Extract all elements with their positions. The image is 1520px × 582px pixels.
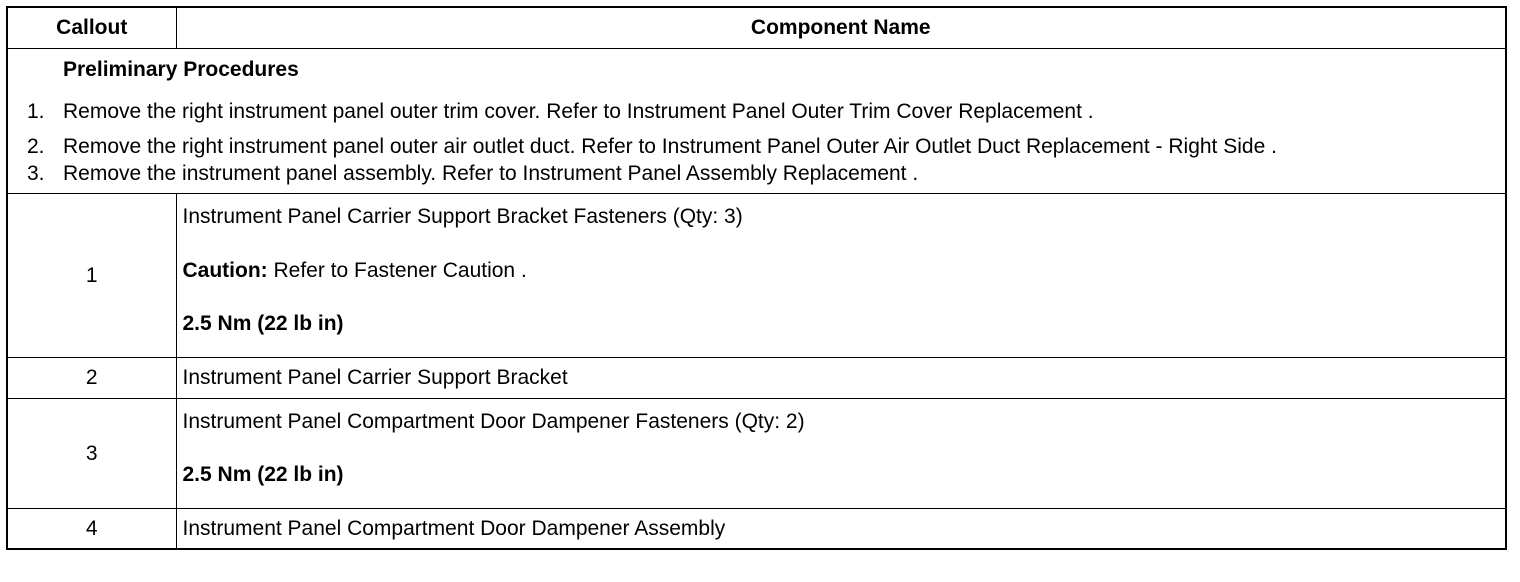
- table-row: [7, 358, 1506, 399]
- component-name: Instrument Panel Compartment Door Dampener Fasteners (Qty: 2): [182, 410, 805, 433]
- step-number: 2.: [27, 135, 45, 158]
- caution-label: Caution:: [182, 259, 268, 282]
- component-name-column-header: Component Name: [176, 7, 1506, 49]
- component-table: [6, 6, 1507, 550]
- callout-number: 4: [7, 509, 176, 550]
- preliminary-step: [8, 131, 1505, 162]
- preliminary-step: [8, 162, 1505, 186]
- callout-column-header: Callout: [7, 7, 176, 49]
- callout-number: 2: [7, 358, 176, 399]
- caution-note: [183, 259, 1500, 283]
- table-row: [7, 399, 1506, 509]
- preliminary-steps-list: [8, 100, 1505, 186]
- step-text: Remove the instrument panel assembly. Refer to Instrument Panel Assembly Replacement .: [63, 162, 919, 185]
- component-name: Instrument Panel Compartment Door Dampener Assembly: [182, 516, 726, 540]
- step-text: Remove the right instrument panel outer air outlet duct. Refer to Instrument Panel Outer Air Outlet Duct Replacement - Right Side .: [63, 135, 1277, 158]
- preliminary-procedures-row: [7, 49, 1506, 194]
- component-name: Instrument Panel Carrier Support Bracket: [182, 366, 568, 389]
- preliminary-procedures-cell: [7, 49, 1506, 194]
- table-row: [7, 194, 1506, 358]
- component-cell: [176, 358, 1506, 399]
- table-header-row: [7, 7, 1506, 49]
- callout-number: 1: [7, 194, 176, 358]
- component-cell: [176, 399, 1506, 509]
- component-name: Instrument Panel Carrier Support Bracket Fasteners (Qty: 3): [182, 205, 743, 228]
- caution-text: Refer to Fastener Caution .: [267, 259, 527, 282]
- step-text: Remove the right instrument panel outer trim cover. Refer to Instrument Panel Outer Trim Cover Replacement .: [63, 100, 1094, 123]
- step-number: 3.: [27, 162, 45, 185]
- preliminary-step: [8, 100, 1505, 124]
- step-number: 1.: [27, 100, 45, 123]
- preliminary-procedures-title: Preliminary Procedures: [63, 58, 299, 81]
- component-cell: [176, 194, 1506, 358]
- torque-spec: 2.5 Nm (22 lb in): [182, 463, 344, 486]
- callout-number: 3: [7, 399, 176, 509]
- table-row: [7, 509, 1506, 550]
- component-cell: [176, 509, 1506, 550]
- torque-spec: 2.5 Nm (22 lb in): [182, 312, 344, 335]
